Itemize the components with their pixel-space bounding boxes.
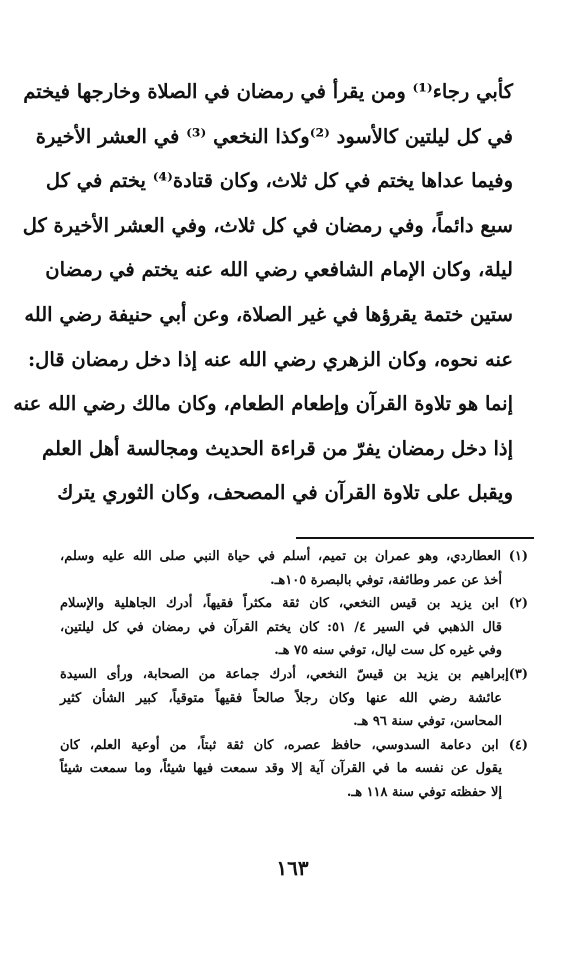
text-line: ليلة، وكان الإمام الشافعي رضي الله عنه يختم في رمضان bbox=[45, 258, 513, 282]
footnote-line: المحاسن، توفي سنة ٩٦ هـ. bbox=[353, 714, 502, 730]
footnote-line: يقول عن نفسه ما في القرآن آية إلا وقد سمعت فيها شيئاً، وما سمعت شيئاً bbox=[60, 761, 502, 777]
text-line: كأبي رجاء⁽¹⁾ ومن يقرأ في رمضان في الصلاة وخارجها فيختم bbox=[23, 80, 513, 103]
footnote-line: (٤) ابن دعامة السدوسي، حافظ عصره، كان ثقة ثبتاً، من أوعية العلم، كان bbox=[60, 737, 528, 753]
main-text bbox=[13, 70, 513, 516]
footnote-line: أخذ عن عمر وطائفة، توفي بالبصرة ١٠٥هـ. bbox=[270, 572, 502, 588]
footnote-line: عائشة رضي الله عنها وكان رجلاً صالحاً فقيهاً متوقياً، كبير الشأن كثير bbox=[60, 690, 502, 706]
footnote-line: (٢) ابن يزيد بن قيس النخعي، كان ثقة مكثراً فقيهاً، أدرك الجاهلية والإسلام bbox=[60, 596, 528, 612]
text-line: عنه نحوه، وكان الزهري رضي الله عنه إذا دخل رمضان قال: bbox=[27, 347, 513, 371]
footnote-line: (٣)إبراهيم بن يزيد بن قيسّ النخعي، أدرك جماعة من الصحابة، ورأى السيدة bbox=[60, 666, 528, 682]
footnote-line: إلا حفظته توفي سنة ١١٨ هـ. bbox=[346, 784, 502, 800]
text-line: سبع دائماً، وفي رمضان في كل ثلاث، وفي العشر الأخيرة كل bbox=[22, 213, 513, 237]
text-line: وفيما عداها يختم في كل ثلاث، وكان قتادة⁽⁴⁾ يختم في كل bbox=[45, 169, 513, 193]
footnote-line: وفي غيره كل ست ليال، توفي سنه ٧٥ هـ. bbox=[274, 643, 502, 659]
text-line: ستين ختمة يقرؤها في غير الصلاة، وعن أبي حنيفة رضي الله bbox=[24, 302, 513, 326]
page-number: ١٦٣ bbox=[276, 856, 309, 880]
text-line: إنما هو تلاوة القرآن وإطعام الطعام، وكان مالك رضي الله عنه bbox=[13, 392, 513, 416]
footnote-line: قال الذهبي في السير ٤/ ٥١: كان يختم القرآن في رمضان في كل ليلتين، bbox=[60, 619, 502, 635]
footnote-divider bbox=[296, 537, 534, 539]
text-line: في كل ليلتين كالأسود ⁽²⁾وكذا النخعي ⁽³⁾ في العشر الأخيرة bbox=[35, 124, 513, 148]
text-line: ويقبل على تلاوة القرآن في المصحف، وكان الثوري يترك bbox=[57, 481, 513, 505]
text-line: إذا دخل رمضان يفرّ من قراءة الحديث ومجالسة أهل العلم bbox=[42, 436, 513, 460]
footnotes bbox=[60, 545, 528, 805]
footnote-line: (١) العطاردي، وهو عمران بن تميم، أسلم في حياة النبي صلى الله عليه وسلم، bbox=[60, 549, 528, 564]
